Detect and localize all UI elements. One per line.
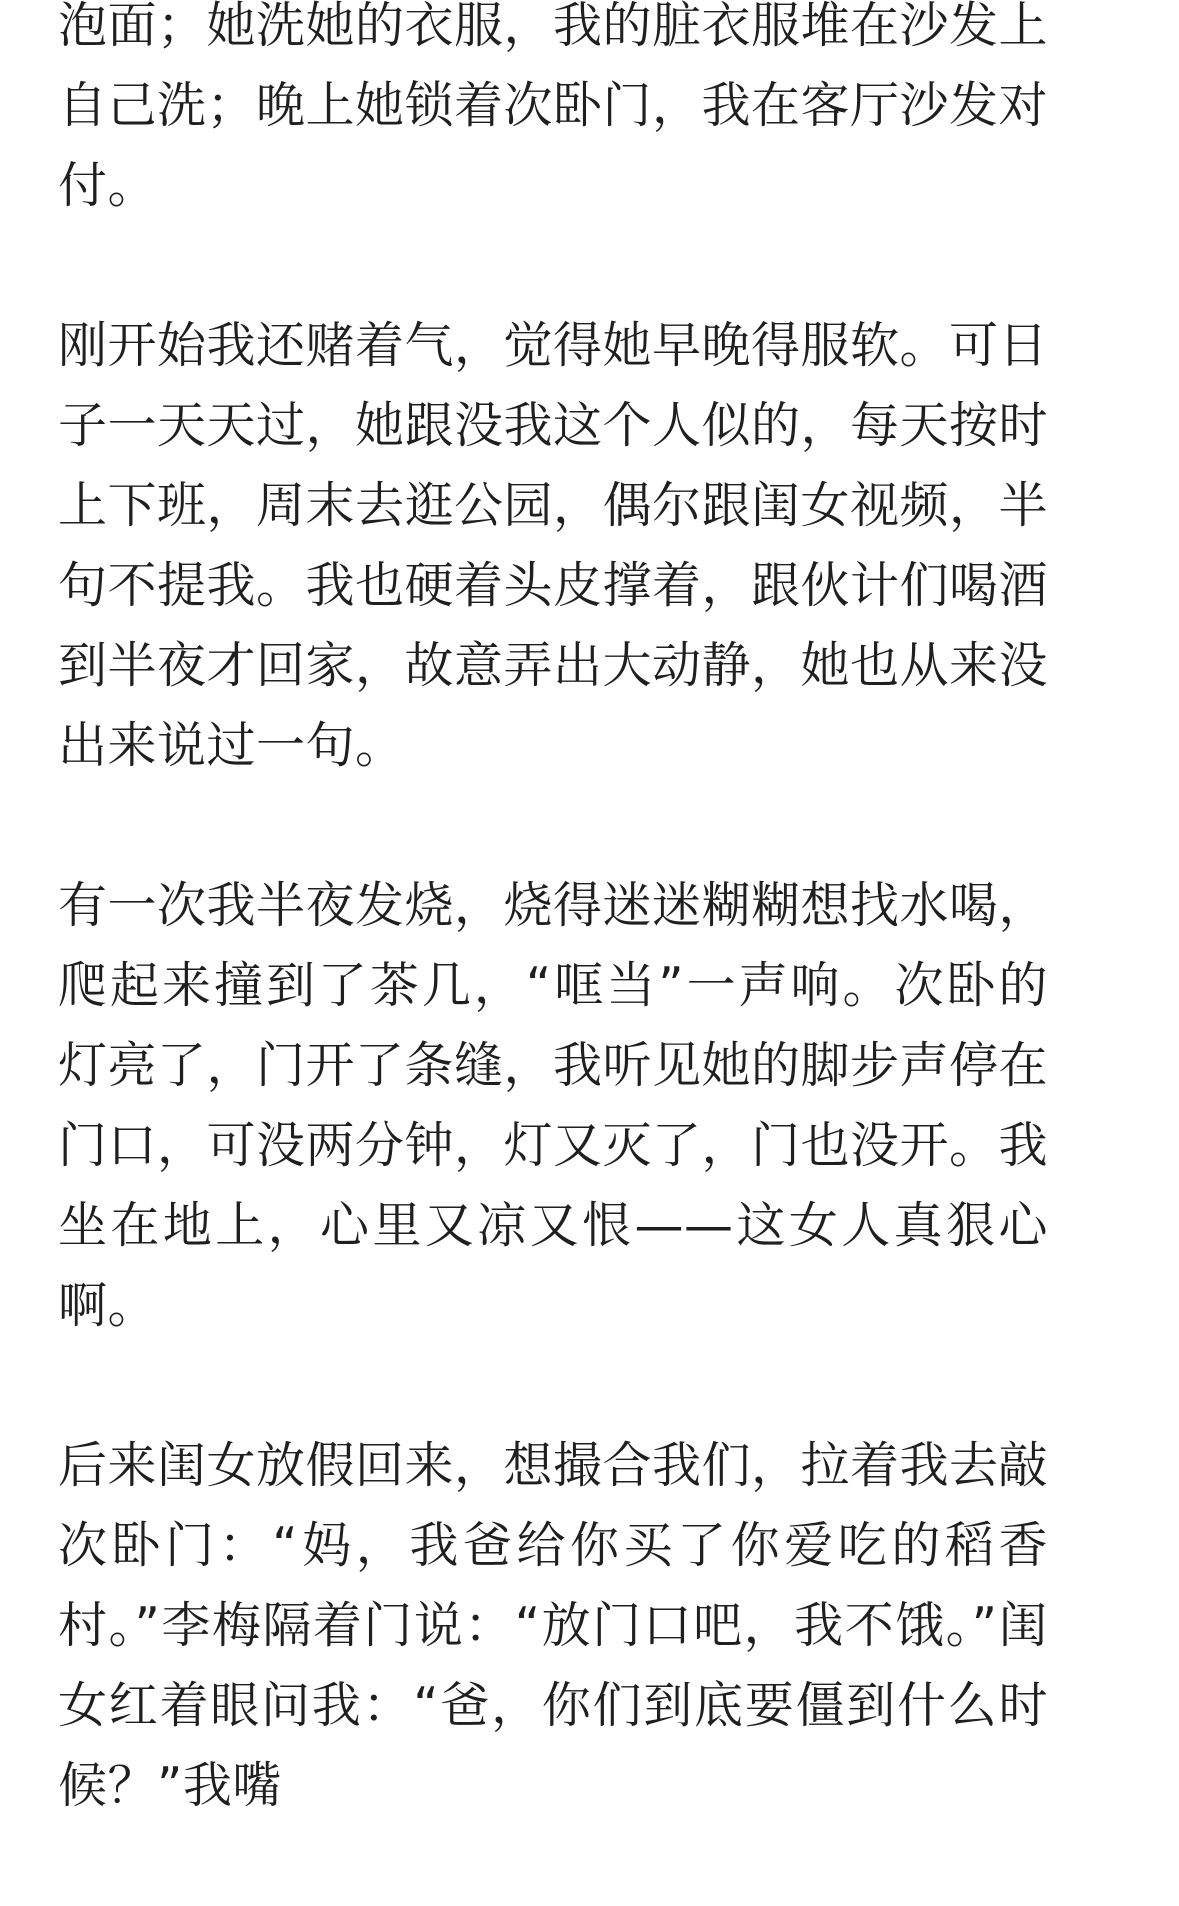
article-paragraph: 后来闺女放假回来，想撮合我们，拉着我去敲次卧门：“妈，我爸给你买了你爱吃的稻香村。”李梅隔着门说：“放门口吧，我不饿。”闺女红着眼问我：“爸，你们到底要僵到什么时候？”我嘴 bbox=[58, 1437, 1049, 1814]
article-paragraph: 泡面；她洗她的衣服，我的脏衣服堆在沙发上自己洗；晚上她锁着次卧门，我在客厅沙发对付。 bbox=[58, 0, 1049, 214]
article-body bbox=[58, 0, 1048, 1906]
article-paragraph: 刚开始我还赌着气，觉得她早晚得服软。可日子一天天过，她跟没我这个人似的，每天按时上下班，周末去逛公园，偶尔跟闺女视频，半句不提我。我也硬着头皮撑着，跟伙计们喝酒到半夜才回家，故意弄出大动静，她也从来没出来说过一句。 bbox=[58, 317, 1049, 774]
article-paragraph: 有一次我半夜发烧，烧得迷迷糊糊想找水喝，爬起来撞到了茶几，“哐当”一声响。次卧的灯亮了，门开了条缝，我听见她的脚步声停在门口，可没两分钟，灯又灭了，门也没开。我坐在地上，心里又凉又恨——这女人真狠心啊。 bbox=[58, 877, 1049, 1334]
